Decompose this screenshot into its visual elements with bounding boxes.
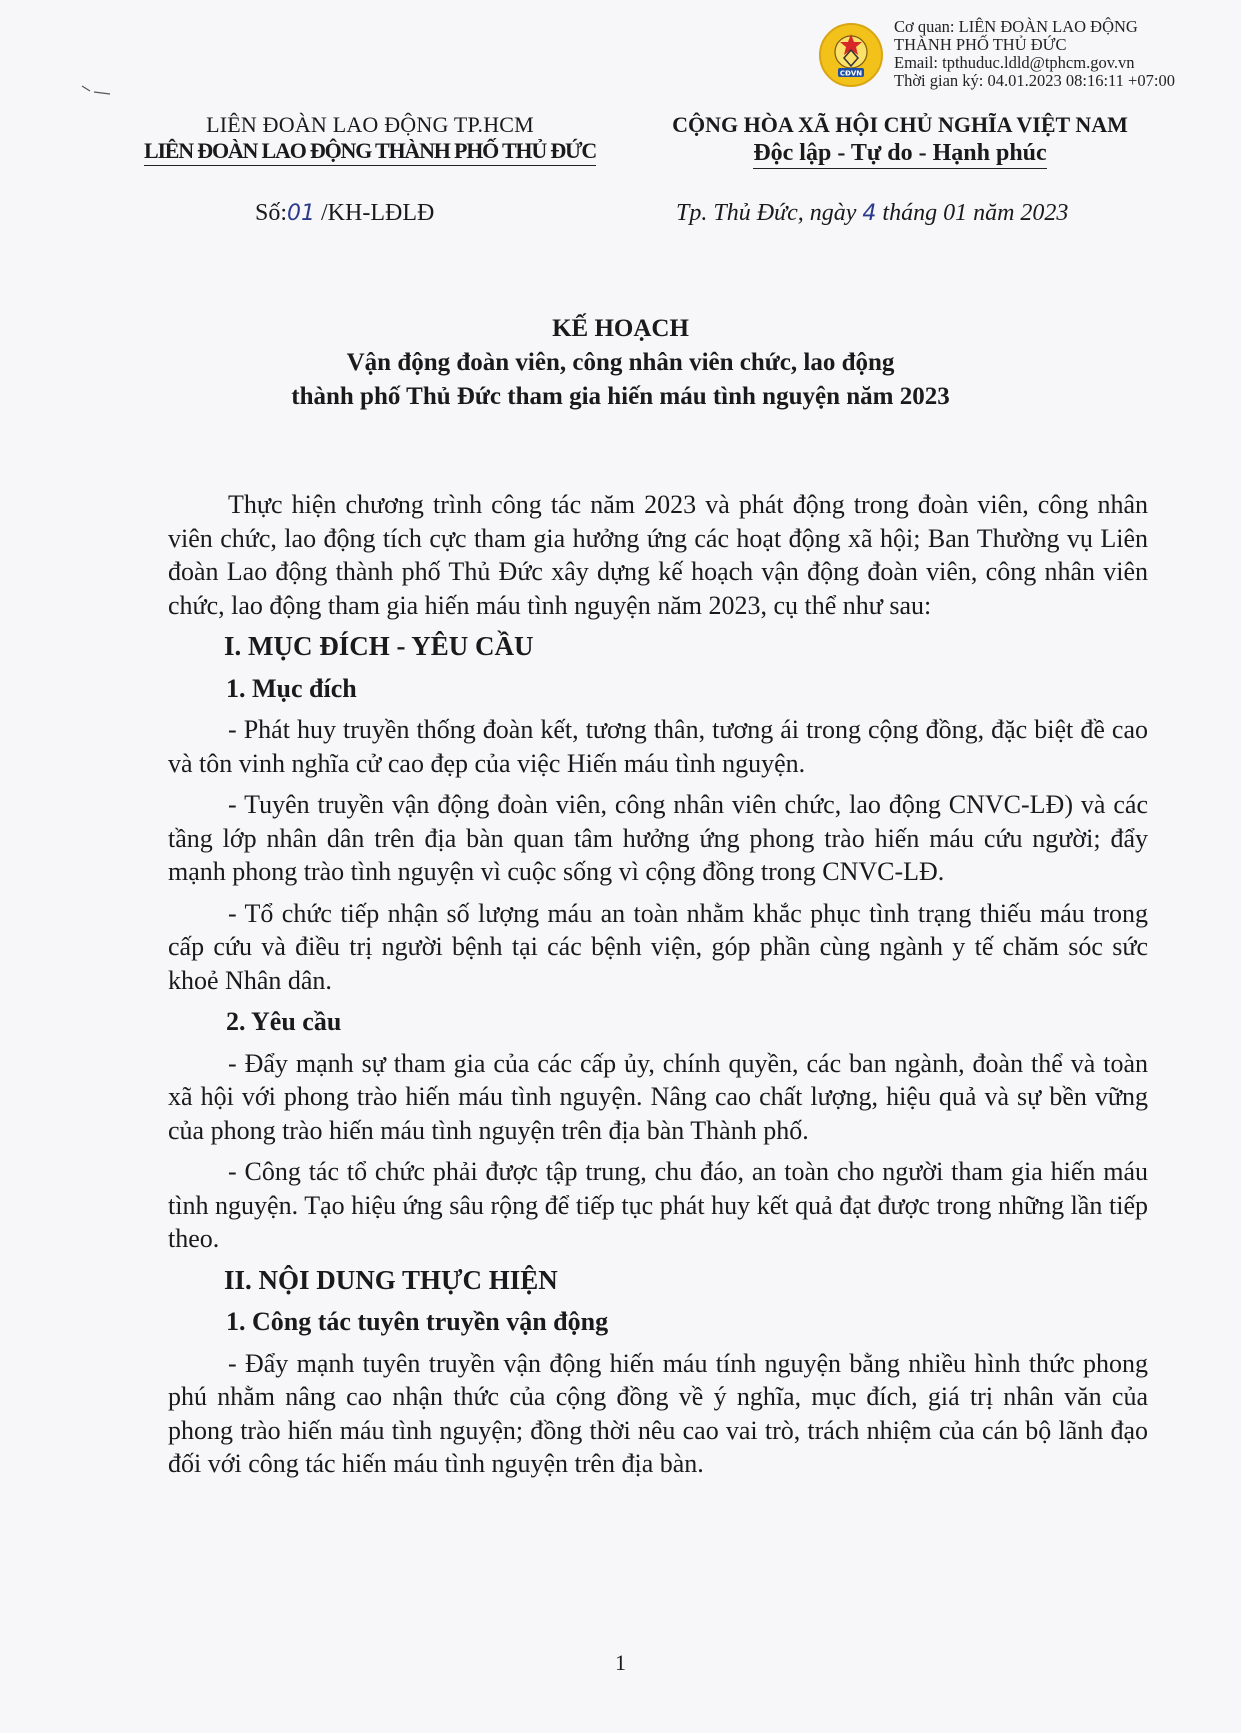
purpose-paragraph-3: - Tổ chức tiếp nhận số lượng máu an toàn nhằm khắc phục tình trạng thiếu máu trong cấp cứu và điều trị người bệnh tại các bệnh viện, góp phần cùng ngành y tế chăm sóc sức khoẻ Nhân dân. xyxy=(168,898,1148,995)
requirements-paragraph-2: - Công tác tổ chức phải được tập trung, chu đáo, an toàn cho người tham gia hiến máu tình nguyện. Tạo hiệu ứng sâu rộng để tiếp tục phát huy kết quả đạt được trong những lần tiếp theo. xyxy=(168,1157,1148,1253)
scan-speck xyxy=(80,82,130,100)
national-motto: Độc lập - Tự do - Hạnh phúc xyxy=(753,140,1046,169)
document-title xyxy=(100,312,1141,414)
section-heading-1: I. MỤC ĐÍCH - YÊU CẦU xyxy=(224,631,534,661)
requirements-paragraph-1: - Đẩy mạnh sự tham gia của các cấp ủy, chính quyền, các ban ngành, đoàn thể và toàn xã hội với phong trào hiến máu tình nguyện. Nâng cao chất lượng, hiệu quả và sự bền vững của phong trào hiến máu tình nguyện trên địa bàn Thành phố. xyxy=(168,1048,1148,1145)
signature-agency: Cơ quan: LIÊN ĐOÀN LAO ĐỘNG xyxy=(894,17,1138,36)
signature-time: Thời gian ký: 04.01.2023 08:16:11 +07:00 xyxy=(894,71,1175,90)
purpose-paragraph-1: - Phát huy truyền thống đoàn kết, tương thân, tương ái trong cộng đồng, đặc biệt đề cao và tôn vinh nghĩa cử cao đẹp của việc Hiến máu tình nguyện. xyxy=(168,715,1148,778)
doc-number-prefix: Số: xyxy=(255,200,288,226)
signature-email: Email: tpthuduc.ldld@tphcm.gov.vn xyxy=(894,53,1135,72)
digital-signature-info xyxy=(894,18,1175,90)
section-heading-2: II. NỘI DUNG THỰC HIỆN xyxy=(224,1264,558,1295)
union-seal-logo xyxy=(818,22,884,88)
svg-text:CĐVN: CĐVN xyxy=(839,69,863,78)
issuing-agency: LIÊN ĐOÀN LAO ĐỘNG THÀNH PHỐ THỦ ĐỨC xyxy=(144,138,596,166)
date-prefix: Tp. Thủ Đức, ngày xyxy=(676,200,863,226)
title-subtitle-1: Vận động đoàn viên, công nhân viên chức, lao động xyxy=(346,349,895,376)
issue-date xyxy=(676,200,1068,227)
page-number: 1 xyxy=(615,1650,626,1675)
date-day-handwritten: 4 xyxy=(862,201,877,226)
issuing-agency-header xyxy=(120,112,620,166)
parent-agency: LIÊN ĐOÀN LAO ĐỘNG TP.HCM xyxy=(206,112,534,137)
subsection-heading-propaganda: 1. Công tác tuyên truyền vận động xyxy=(226,1307,609,1336)
title-main: KẾ HOẠCH xyxy=(552,315,689,342)
title-subtitle-2: thành phố Thủ Đức tham gia hiến máu tình nguyện năm 2023 xyxy=(291,383,950,410)
doc-number-suffix: /KH-LĐLĐ xyxy=(315,200,435,226)
subsection-heading-purpose: 1. Mục đích xyxy=(226,673,357,703)
date-suffix: tháng 01 năm 2023 xyxy=(876,200,1069,226)
doc-number-handwritten: 01 xyxy=(287,201,316,226)
signature-agency-2: THÀNH PHỐ THỦ ĐỨC xyxy=(894,35,1067,54)
national-title: CỘNG HÒA XÃ HỘI CHỦ NGHĨA VIỆT NAM xyxy=(672,112,1128,137)
subsection-heading-requirements: 2. Yêu cầu xyxy=(226,1007,342,1036)
propaganda-paragraph-1: - Đẩy mạnh tuyên truyền vận động hiến máu tính nguyện bằng nhiều hình thức phong phú nhằm nâng cao nhận thức của cộng đồng về ý nghĩa, mục đích, giá trị nhân văn của phong trào hiến máu tình nguyện; đồng thời nêu cao vai trò, trách nhiệm của cán bộ lãnh đạo đối với công tác hiến máu tình nguyện trên địa bàn. xyxy=(168,1348,1148,1478)
purpose-paragraph-2: - Tuyên truyền vận động đoàn viên, công nhân viên chức, lao động CNVC-LĐ) và các tầng lớp nhân dân trên địa bàn quan tâm hưởng ứng phong trào hiến máu cứu người; đẩy mạnh phong trào tình nguyện vì cuộc sống vì cộng đồng trong CNVC-LĐ. xyxy=(168,790,1148,886)
intro-paragraph: Thực hiện chương trình công tác năm 2023 và phát động trong đoàn viên, công nhân viên chức, lao động tích cực tham gia hưởng ứng các hoạt động xã hội; Ban Thường vụ Liên đoàn Lao động thành phố Thủ Đức xây dựng kế hoạch vận động đoàn viên, công nhân viên chức, lao động tham gia hiến máu tình nguyện năm 2023, cụ thể như sau: xyxy=(168,490,1148,620)
document-number xyxy=(255,200,434,227)
document-body xyxy=(168,488,1148,1489)
national-header xyxy=(650,112,1150,169)
